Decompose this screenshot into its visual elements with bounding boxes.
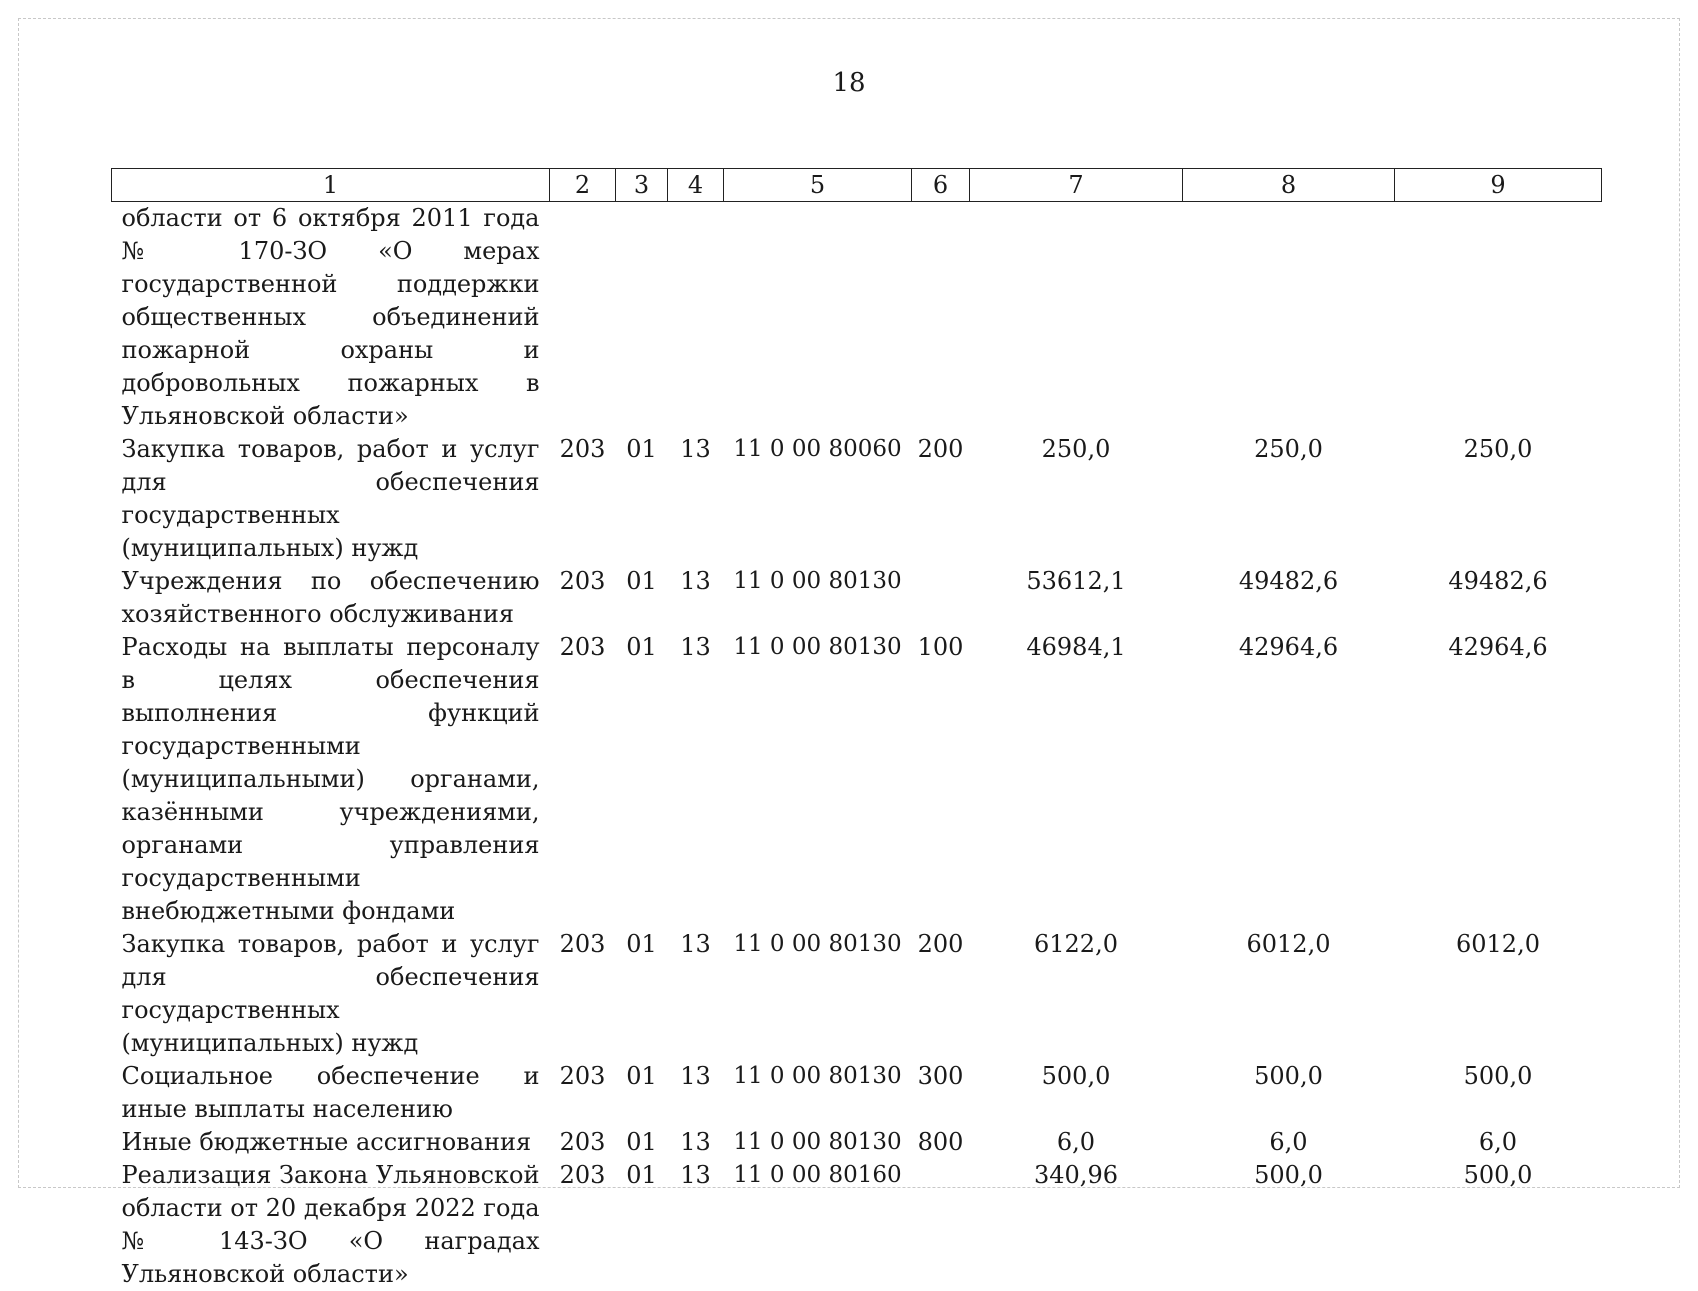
row-section: 01 [616, 928, 668, 1060]
header-col-7: 7 [970, 169, 1183, 202]
row-expense-type [912, 565, 970, 631]
row-amount-col8: 500,0 [1183, 1159, 1395, 1291]
row-target-article: 11 0 00 80130 [724, 631, 912, 928]
header-col-2: 2 [550, 169, 616, 202]
row-name: области от 6 октября 2011 года № 170-ЗО «О мерах государственной поддержки общественных объединений пожарной охраны и добровольных пожарных в Ульяновской области» [112, 202, 550, 434]
row-name: Социальное обеспечение и иные выплаты населению [112, 1060, 550, 1126]
row-section: 01 [616, 1126, 668, 1159]
table-body [112, 202, 1602, 1291]
table-row [112, 631, 1602, 928]
row-name: Расходы на выплаты персоналу в целях обеспечения выполнения функций государственными (муниципальными) органами, казёнными учреждениями, органами управления государственными внебюджетными фондами [112, 631, 550, 928]
header-col-5: 5 [724, 169, 912, 202]
table-row [112, 1060, 1602, 1126]
row-subsection: 13 [668, 631, 724, 928]
row-amount-col7 [970, 202, 1183, 434]
row-amount-col9: 42964,6 [1395, 631, 1602, 928]
row-expense-type: 100 [912, 631, 970, 928]
row-amount-col8: 250,0 [1183, 433, 1395, 565]
header-col-9: 9 [1395, 169, 1602, 202]
row-section: 01 [616, 565, 668, 631]
row-name: Закупка товаров, работ и услуг для обеспечения государственных (муниципальных) нужд [112, 433, 550, 565]
header-col-6: 6 [912, 169, 970, 202]
page-number: 18 [0, 68, 1698, 98]
row-amount-col7: 340,96 [970, 1159, 1183, 1291]
table-row [112, 433, 1602, 565]
row-target-article: 11 0 00 80130 [724, 565, 912, 631]
header-col-3: 3 [616, 169, 668, 202]
row-admin-code: 203 [550, 565, 616, 631]
table-row [112, 1126, 1602, 1159]
row-amount-col7: 250,0 [970, 433, 1183, 565]
row-expense-type: 200 [912, 928, 970, 1060]
row-name: Иные бюджетные ассигнования [112, 1126, 550, 1159]
row-admin-code [550, 202, 616, 434]
row-section: 01 [616, 631, 668, 928]
row-name: Учреждения по обеспечению хозяйственного обслуживания [112, 565, 550, 631]
row-amount-col7: 53612,1 [970, 565, 1183, 631]
row-subsection: 13 [668, 1060, 724, 1126]
row-amount-col8: 6,0 [1183, 1126, 1395, 1159]
header-col-1: 1 [112, 169, 550, 202]
row-name: Закупка товаров, работ и услуг для обеспечения государственных (муниципальных) нужд [112, 928, 550, 1060]
row-amount-col7: 500,0 [970, 1060, 1183, 1126]
row-subsection: 13 [668, 433, 724, 565]
row-section: 01 [616, 1060, 668, 1126]
row-target-article: 11 0 00 80130 [724, 928, 912, 1060]
row-admin-code: 203 [550, 1126, 616, 1159]
row-admin-code: 203 [550, 1159, 616, 1291]
row-target-article: 11 0 00 80130 [724, 1060, 912, 1126]
row-target-article: 11 0 00 80060 [724, 433, 912, 565]
row-target-article: 11 0 00 80160 [724, 1159, 912, 1291]
row-target-article [724, 202, 912, 434]
row-subsection: 13 [668, 565, 724, 631]
row-amount-col8: 500,0 [1183, 1060, 1395, 1126]
row-expense-type [912, 1159, 970, 1291]
row-admin-code: 203 [550, 631, 616, 928]
row-amount-col9: 49482,6 [1395, 565, 1602, 631]
row-amount-col9: 500,0 [1395, 1159, 1602, 1291]
header-row [112, 169, 1602, 202]
row-subsection [668, 202, 724, 434]
row-amount-col8: 6012,0 [1183, 928, 1395, 1060]
row-amount-col8: 42964,6 [1183, 631, 1395, 928]
row-amount-col9: 500,0 [1395, 1060, 1602, 1126]
row-amount-col7: 6122,0 [970, 928, 1183, 1060]
row-amount-col7: 46984,1 [970, 631, 1183, 928]
row-target-article: 11 0 00 80130 [724, 1126, 912, 1159]
row-amount-col9: 6,0 [1395, 1126, 1602, 1159]
budget-table [111, 168, 1602, 1291]
row-expense-type: 800 [912, 1126, 970, 1159]
header-col-4: 4 [668, 169, 724, 202]
row-section: 01 [616, 1159, 668, 1291]
row-amount-col8: 49482,6 [1183, 565, 1395, 631]
table-row [112, 202, 1602, 434]
row-admin-code: 203 [550, 433, 616, 565]
row-subsection: 13 [668, 1126, 724, 1159]
table-row [112, 565, 1602, 631]
row-subsection: 13 [668, 928, 724, 1060]
header-col-8: 8 [1183, 169, 1395, 202]
row-section: 01 [616, 433, 668, 565]
row-amount-col8 [1183, 202, 1395, 434]
row-expense-type: 300 [912, 1060, 970, 1126]
row-name: Реализация Закона Ульяновской области от 20 декабря 2022 года № 143-ЗО «О наградах Ульяновской области» [112, 1159, 550, 1291]
row-amount-col9 [1395, 202, 1602, 434]
row-admin-code: 203 [550, 1060, 616, 1126]
row-expense-type: 200 [912, 433, 970, 565]
row-amount-col9: 250,0 [1395, 433, 1602, 565]
row-subsection: 13 [668, 1159, 724, 1291]
row-expense-type [912, 202, 970, 434]
table-row [112, 928, 1602, 1060]
table-row [112, 1159, 1602, 1291]
row-amount-col7: 6,0 [970, 1126, 1183, 1159]
budget-table-wrapper [111, 168, 1601, 1291]
row-section [616, 202, 668, 434]
row-amount-col9: 6012,0 [1395, 928, 1602, 1060]
row-admin-code: 203 [550, 928, 616, 1060]
